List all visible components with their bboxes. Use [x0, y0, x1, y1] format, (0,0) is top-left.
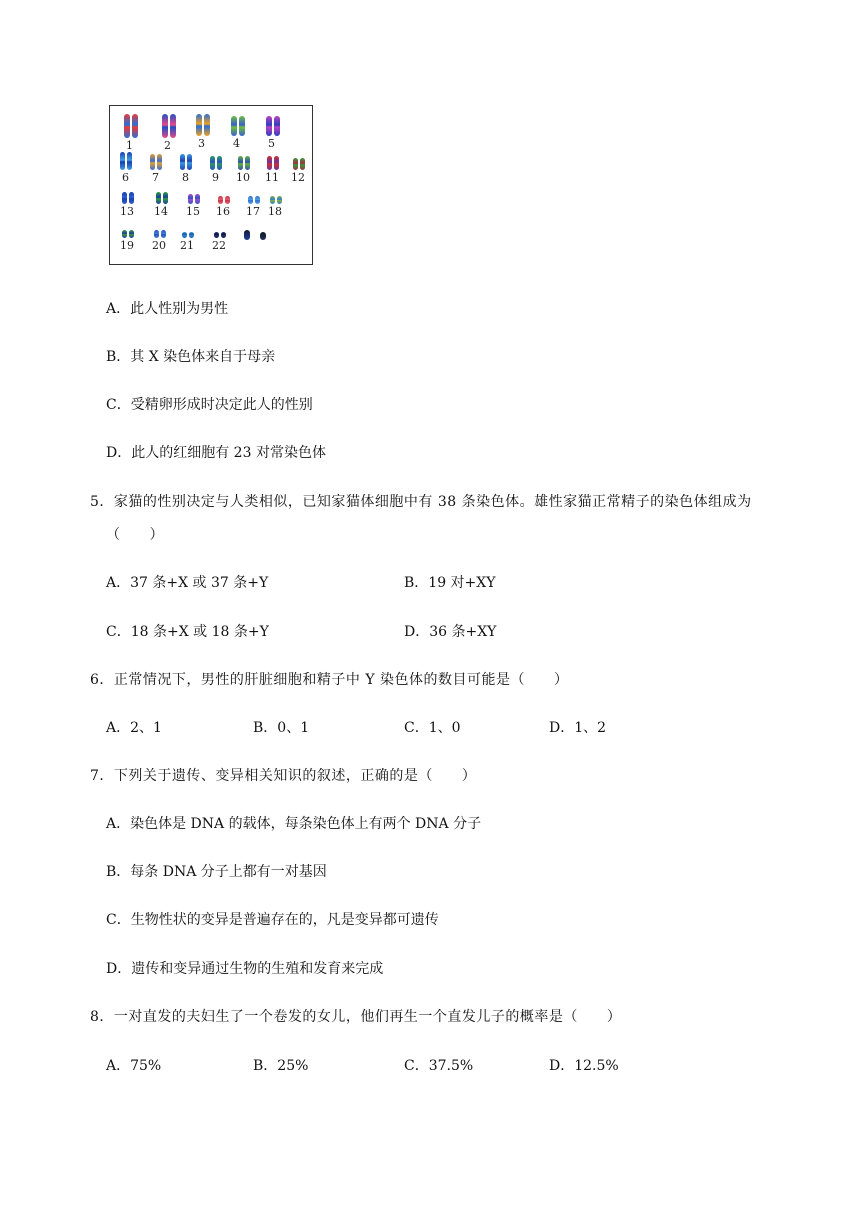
- chromosome: [150, 154, 155, 170]
- chromosome: [129, 192, 134, 204]
- q7-option-c: C．生物性状的变异是普遍存在的，凡是变异都可遗传: [106, 912, 439, 928]
- q6-option-c: C．1、0: [404, 720, 461, 736]
- chromosome: [218, 196, 223, 204]
- chromosome: [266, 116, 272, 136]
- q7-stem: 7．下列关于遗传、变异相关知识的叙述，正确的是（ ）: [90, 768, 477, 784]
- chromosome-label: 7: [152, 171, 159, 184]
- chromosome: [270, 196, 275, 204]
- q8-option-a: A．75%: [106, 1058, 162, 1074]
- chromosome-label: 13: [120, 205, 134, 218]
- chromosome: [187, 154, 192, 170]
- q5-stem-paren: （ ）: [106, 527, 164, 543]
- q4-option-b: B．其 X 染色体来自于母亲: [106, 349, 276, 365]
- chromosome: [124, 114, 130, 138]
- q6-option-a: A．2、1: [106, 720, 162, 736]
- q5-option-a: A．37 条+X 或 37 条+Y: [106, 575, 269, 591]
- chromosome: [122, 230, 127, 238]
- q4-option-c: C．受精卵形成时决定此人的性别: [106, 397, 313, 413]
- chromosome: [129, 230, 134, 238]
- chromosome: [154, 230, 159, 238]
- chromosome-label: 8: [182, 171, 189, 184]
- chromosome: [267, 156, 272, 170]
- chromosome-label: 22: [212, 239, 226, 252]
- chromosome-label: 16: [216, 205, 230, 218]
- chromosome-label: 17: [246, 205, 260, 218]
- q4-option-a: A．此人性别为男性: [106, 301, 229, 317]
- q5-option-c: C．18 条+X 或 18 条+Y: [106, 624, 269, 640]
- q4-option-d: D．此人的红细胞有 23 对常染色体: [106, 445, 326, 461]
- chromosome-label: 21: [180, 239, 194, 252]
- q5-option-d: D．36 条+XY: [404, 624, 497, 640]
- chromosome: [188, 194, 193, 204]
- chromosome-label: 11: [265, 171, 279, 184]
- chromosome: [255, 196, 260, 204]
- chromosome: [182, 232, 187, 238]
- chromosome: [122, 192, 127, 204]
- chromosome: [156, 192, 161, 204]
- chromosome: [238, 156, 243, 170]
- chromosome: [245, 156, 250, 170]
- chromosome: [161, 230, 166, 238]
- chromosome-label: 12: [291, 171, 305, 184]
- chromosome: [163, 192, 168, 204]
- q7-option-a: A．染色体是 DNA 的载体，每条染色体上有两个 DNA 分子: [106, 816, 482, 832]
- q6-stem: 6．正常情况下，男性的肝脏细胞和精子中 Y 染色体的数目可能是（ ）: [90, 672, 569, 688]
- q6-option-d: D．1、2: [549, 720, 607, 736]
- chromosome: [195, 194, 200, 204]
- chromosome-label: 10: [236, 171, 250, 184]
- chromosome: [162, 114, 168, 138]
- chromosome-label: 14: [154, 205, 168, 218]
- chromosome: [221, 232, 226, 238]
- chromosome-label: 4: [233, 137, 240, 150]
- chromosome-label: 5: [268, 137, 275, 150]
- q8-stem: 8．一对直发的夫妇生了一个卷发的女儿，他们再生一个直发儿子的概率是（ ）: [90, 1009, 622, 1025]
- q8-option-b: B．25%: [253, 1058, 309, 1074]
- chromosome: [225, 196, 230, 204]
- q6-option-b: B．0、1: [253, 720, 310, 736]
- chromosome: [274, 116, 280, 136]
- chromosome: [277, 196, 282, 204]
- karyotype-figure: [109, 105, 313, 265]
- chromosome: [196, 114, 202, 136]
- chromosome: [248, 196, 253, 204]
- q7-option-d: D．遗传和变异通过生物的生殖和发育来完成: [106, 961, 384, 977]
- q5-stem: 5．家猫的性别决定与人类相似，已知家猫体细胞中有 38 条染色体。雄性家猫正常精子的染色体组成为: [90, 494, 752, 510]
- chromosome: [217, 156, 222, 170]
- chromosome-label: 9: [212, 171, 219, 184]
- chromosome: [132, 114, 138, 138]
- chromosome: [293, 158, 298, 170]
- chromosome-label: 2: [164, 139, 171, 152]
- chromosome: [157, 154, 162, 170]
- chromosome: [231, 116, 237, 136]
- chromosome: [189, 232, 194, 238]
- chromosome: [274, 156, 279, 170]
- chromosome: [127, 152, 132, 170]
- chromosome: [204, 114, 210, 136]
- q7-option-b: B．每条 DNA 分子上都有一对基因: [106, 864, 327, 880]
- y-chromosome: [260, 232, 266, 240]
- chromosome-label: 3: [198, 137, 205, 150]
- chromosome: [300, 158, 305, 170]
- chromosome-label: 19: [120, 239, 134, 252]
- chromosome: [210, 156, 215, 170]
- chromosome-label: 6: [122, 171, 129, 184]
- chromosome: [120, 152, 125, 170]
- chromosome-label: 1: [126, 139, 133, 152]
- chromosome: [170, 114, 176, 138]
- chromosome: [180, 154, 185, 170]
- chromosome-label: 20: [152, 239, 166, 252]
- chromosome: [239, 116, 245, 136]
- chromosome: [214, 232, 219, 238]
- chromosome-label: 15: [186, 205, 200, 218]
- q8-option-d: D．12.5%: [549, 1058, 619, 1074]
- chromosome-label: 18: [268, 205, 282, 218]
- q8-option-c: C．37.5%: [404, 1058, 474, 1074]
- q5-option-b: B．19 对+XY: [404, 575, 496, 591]
- x-chromosome: [244, 230, 250, 240]
